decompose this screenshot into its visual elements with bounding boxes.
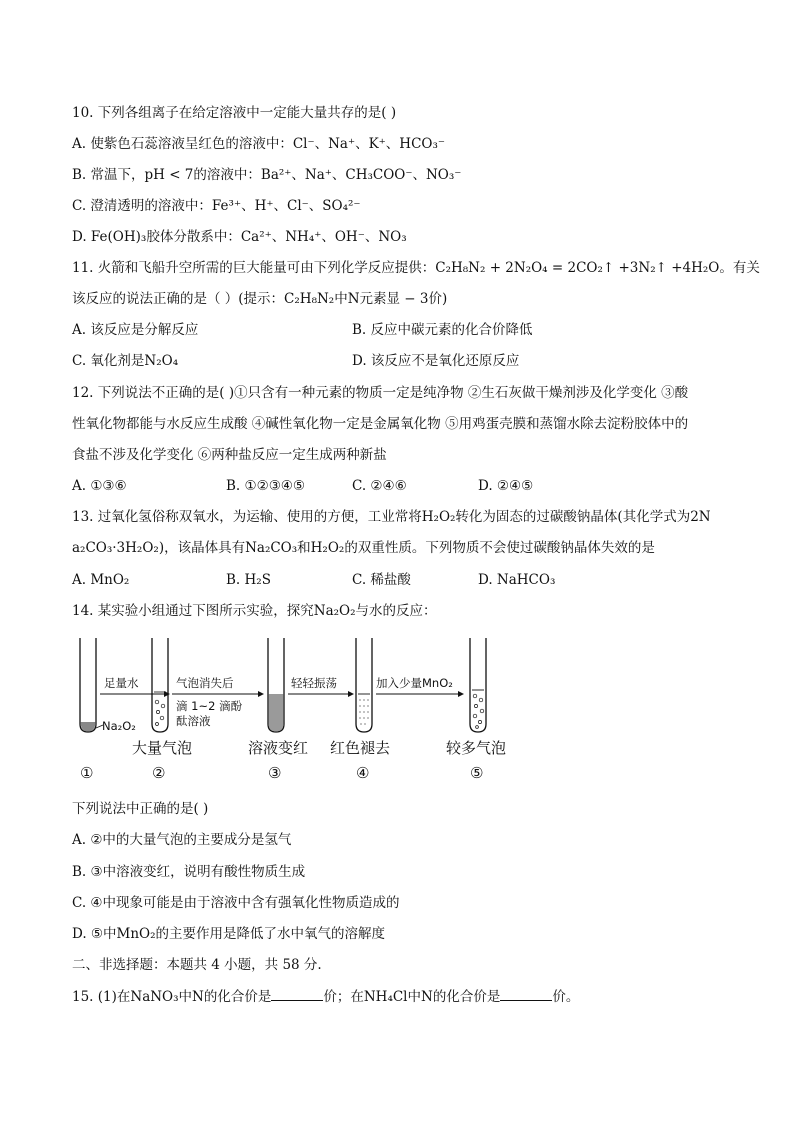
q14-option-d: D. ⑤中MnO₂的主要作用是降低了水中氧气的溶解度 [72,926,386,942]
q13-option-b: B. H₂S [226,572,271,588]
q12-stem-line2: 性氧化物都能与水反应生成酸 ④碱性氧化物一定是金属氧化物 ⑤用鸡蛋壳膜和蒸馏水除去淀粉胶体中的 [72,416,689,432]
arrow2-label-line3: 酞溶液 [176,714,211,728]
test-tube-5 [470,638,486,732]
q13-option-c: C. 稀盐酸 [352,572,411,588]
q15-text-2: 价；在NH₄Cl中N的化合价是 [323,989,501,1005]
q13-stem-line2: a₂CO₃·3H₂O₂)，该晶体具有Na₂CO₃和H₂O₂的双重性质。下列物质不会使过碳酸钠晶体失效的是 [72,540,655,556]
q13-stem-line1: 13. 过氧化氢俗称双氧水，为运输、使用的方便，工业常将H₂O₂转化为固态的过碳酸钠晶体(其化学式为2N [72,509,711,525]
arrow3-label: 轻轻振荡 [291,676,337,690]
test-tube-1 [80,638,96,732]
q10-option-c: C. 澄清透明的溶液中：Fe³⁺、H⁺、Cl⁻、SO₄²⁻ [72,198,361,214]
q11-option-b: B. 反应中碳元素的化合价降低 [352,322,533,338]
q12-stem-line3: 食盐不涉及化学变化 ⑥两种盐反应一定生成两种新盐 [72,447,387,463]
q11-stem-line2: 该反应的说法正确的是（ ）(提示：C₂H₈N₂中N元素显 − 3价) [72,291,448,307]
caption-3: 溶液变红 [248,739,309,757]
caption-5: 较多气泡 [446,739,507,757]
q10-option-b: B. 常温下，pH < 7的溶液中：Ba²⁺、Na⁺、CH₃COO⁻、NO₃⁻ [72,167,462,183]
arrow2-label-line1: 气泡消失后 [176,676,234,690]
test-tube-4 [356,638,372,732]
test-tube-3 [268,638,284,732]
q10-option-a: A. 使紫色石蕊溶液呈红色的溶液中：Cl⁻、Na⁺、K⁺、HCO₃⁻ [72,136,446,152]
q11-option-a: A. 该反应是分解反应 [72,322,199,338]
q13-option-d: D. NaHCO₃ [478,572,556,588]
q10-option-d: D. Fe(OH)₃胶体分散系中：Ca²⁺、NH₄⁺、OH⁻、NO₃ [72,229,407,245]
tube-number-3: ③ [268,764,282,782]
q15-text-3: 价。 [552,989,580,1005]
arrow4-label: 加入少量MnO₂ [376,676,453,690]
tube-number-2: ② [152,764,166,782]
q12-stem-line1: 12. 下列说法不正确的是( )①只含有一种元素的物质一定是纯净物 ②生石灰做干燥剂涉及化学变化 ③酸 [72,385,689,401]
tube1-label: Na₂O₂ [102,719,136,733]
q14-option-a: A. ②中的大量气泡的主要成分是氢气 [72,832,292,848]
q12-option-b: B. ①②③④⑤ [226,478,306,494]
tube-number-1: ① [80,764,94,782]
q15-text-1: 15. (1)在NaNO₃中N的化合价是 [72,989,272,1005]
q14-option-c: C. ④中现象可能是由于溶液中含有强氧化性物质造成的 [72,895,400,911]
q10-stem: 10. 下列各组离子在给定溶液中一定能大量共存的是( ) [72,105,397,121]
tube-number-4: ④ [356,764,370,782]
caption-4: 红色褪去 [330,739,391,757]
q12-option-d: D. ②④⑤ [478,478,534,494]
q11-option-c: C. 氧化剂是N₂O₄ [72,353,179,369]
q15-part1 [72,988,579,1006]
q15-blank-2[interactable] [500,988,552,1001]
arrow1-label: 足量水 [104,676,139,690]
q14-stem: 14. 某实验小组通过下图所示实验，探究Na₂O₂与水的反应： [72,603,437,619]
q12-option-a: A. ①③⑥ [72,478,127,494]
q14-option-b: B. ③中溶液变红，说明有酸性物质生成 [72,864,306,880]
arrow2-label-line2: 滴 1~2 滴酚 [176,699,243,713]
test-tube-2 [152,638,168,732]
caption-2: 大量气泡 [132,739,193,757]
tube-number-5: ⑤ [470,764,484,782]
q11-option-d: D. 该反应不是氧化还原反应 [352,353,520,369]
section-2-heading: 二、非选择题：本题共 4 小题，共 58 分. [72,957,322,973]
q11-stem-line1: 11. 火箭和飞船升空所需的巨大能量可由下列化学反应提供：C₂H₈N₂ + 2N₂O₄ = 2CO₂↑ +3N₂↑ +4H₂O。有关 [72,260,760,276]
q12-option-c: C. ②④⑥ [352,478,407,494]
experiment-figure [72,632,532,782]
q14-sub-stem: 下列说法中正确的是( ) [72,801,209,817]
q13-option-a: A. MnO₂ [72,572,130,588]
q15-blank-1[interactable] [271,988,323,1001]
